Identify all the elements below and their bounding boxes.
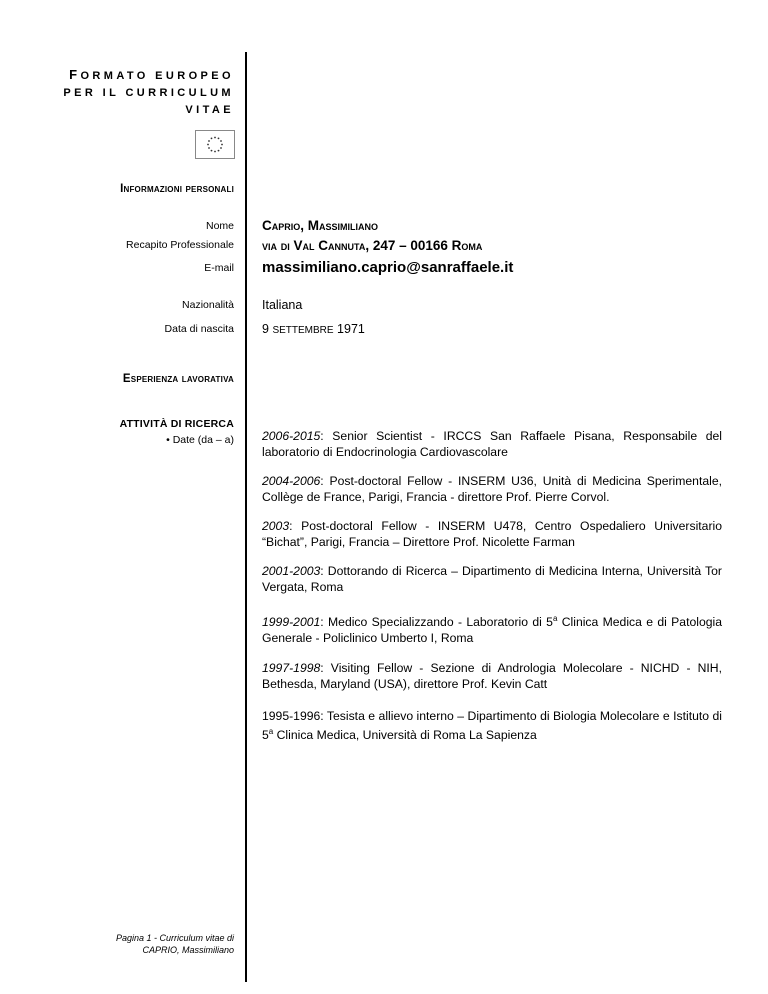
dates-label: • Date (da – a) xyxy=(166,434,234,446)
nationality-label: Nazionalità xyxy=(182,299,234,311)
experience-entry: 1997-1998: Visiting Fellow - Sezione di Andrologia Molecolare - NICHD - NIH, Bethesda, Maryland (USA), direttore Prof. Kevin Catt xyxy=(262,661,722,692)
experience-entry: 1999-2001: Medico Specializzando - Laboratorio di 5$^a$ Clinica Medica e di Patologia Generale - Policlinico Umberto I, Roma xyxy=(262,614,722,646)
footer-line-1: Pagina 1 - Curriculum vitae di xyxy=(115,933,234,943)
experience-entry: 1995-1996: Tesista e allievo interno – Dipartimento di Biologia Molecolare e Istituto di 5$^a$ Clinica Medica, Università di Roma La Sapienza xyxy=(262,709,722,743)
experience-entry: 2006-2015: Senior Scientist - IRCCS San Raffaele Pisana, Responsabile del laboratorio di Endocrinologia Cardiovascolare xyxy=(262,429,722,459)
birth-label: Data di nascita xyxy=(164,323,234,335)
address-label: Recapito Professionale xyxy=(126,239,234,251)
title-line-2: PER IL CURRICULUM xyxy=(63,87,234,99)
name-value: Caprio, Massimiliano xyxy=(262,218,379,233)
birth-value: 9 SETTEMBRE 1971 xyxy=(262,322,365,336)
section-work-experience: Esperienza lavorativa xyxy=(122,373,234,385)
email-value[interactable]: massimiliano.caprio@sanraffaele.it xyxy=(262,259,514,276)
nationality-value: Italiana xyxy=(262,298,303,312)
page-footer xyxy=(64,932,234,956)
experience-entry: 2001-2003: Dottorando di Ricerca – Dipartimento di Medicina Interna, Università Tor Vergata, Roma xyxy=(262,564,722,594)
section-personal-info: Informazioni personali xyxy=(120,183,234,195)
title-line-3: VITAE xyxy=(185,104,234,116)
footer-line-2: CAPRIO, Massimiliano xyxy=(142,945,234,955)
experience-list xyxy=(262,428,722,743)
eu-flag-icon xyxy=(195,130,235,159)
address-value: via di Val Cannuta, 247 – 00166 Roma xyxy=(262,238,483,253)
experience-entry: 2003: Post-doctoral Fellow - INSERM U478, Centro Ospedaliero Universitario “Bichat”, Parigi, Francia – Direttore Prof. Nicolette Farman xyxy=(262,519,722,549)
email-label: E-mail xyxy=(204,262,234,274)
experience-entry: 2004-2006: Post-doctoral Fellow - INSERM U36, Unità di Medicina Sperimentale, Collège de France, Parigi, Francia - direttore Prof. Pierre Corvol. xyxy=(262,474,722,504)
column-divider xyxy=(245,52,247,982)
research-activity-heading: ATTIVITÀ DI RICERCA xyxy=(119,418,234,430)
document-title xyxy=(63,66,234,119)
title-line-1: FORMATO EUROPEO xyxy=(69,67,234,82)
name-label: Nome xyxy=(205,220,234,232)
